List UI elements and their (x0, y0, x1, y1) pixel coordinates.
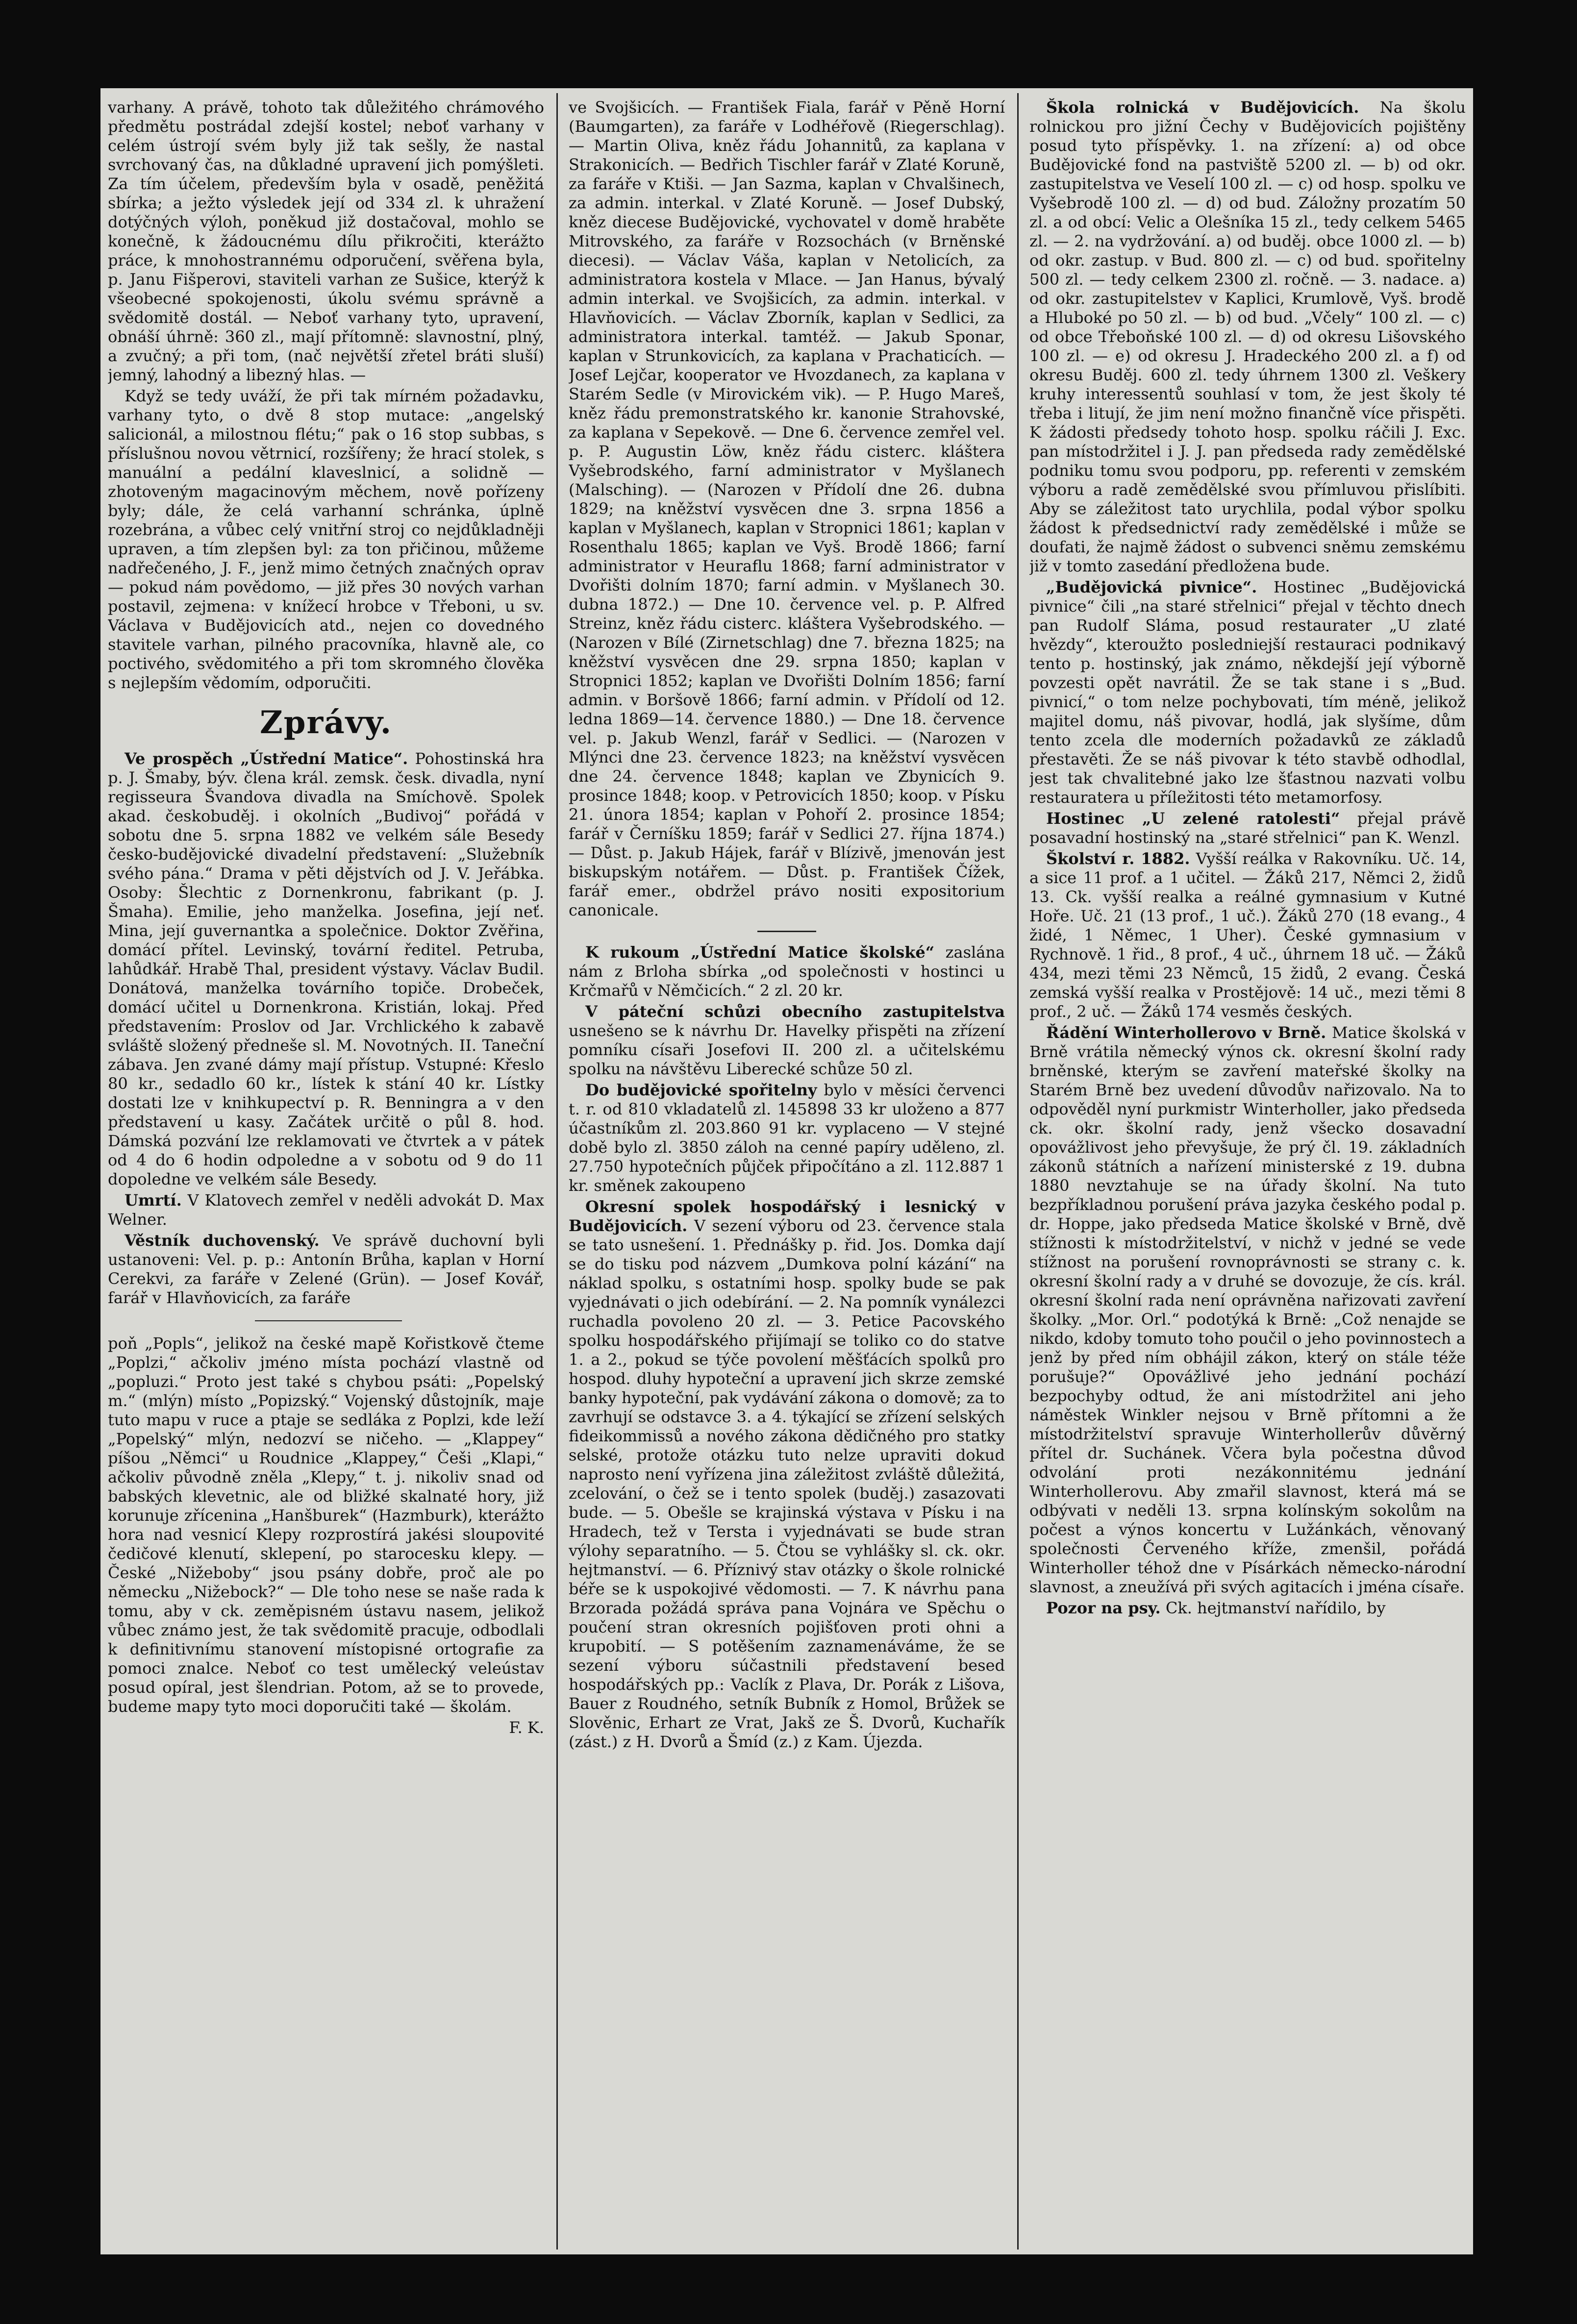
paragraph: varhany. A právě, tohoto tak důležitého chrámového předmětu postrádal zdejší kostel; neboť varhany v celém ústrojí svém byly již tak sešly, že nastal svrchovaný čas, na důkladné upravení jich pomýšleti. Za tím účelem, především byla v osadě, peněžitá sbírka; a ježto výsledek její od 334 zl. k uhražení dotýčných výloh, poněkud již dostačoval, mohlo se konečně, k žádoucnému dílu přikročiti, kterážto práce, k mnohostrannému odporučení, svěřena byla, p. Janu Fišperovi, staviteli varhan ze Sušice, kterýž k všeobecné spokojenosti, úkolu svému správně a svědomitě dostál. — Neboť varhany tyto, upravení, obnáší úhrně: 360 zl., mají přítomně: slavnostní, plný, a zvučný; a při tom, (nač největší zřetel bráti sluší) jemný, lahodný a libezný hlas. — (108, 98, 544, 384)
news-lead: Škola rolnická v Budějovicích. (1046, 98, 1359, 117)
news-text: zaslána nám z Brloha sbírka „od společnosti v hostinci u Krčmařů v Němčicích.“ 2 zl. 20 kr. (569, 943, 1005, 1000)
column-1 (108, 98, 544, 2245)
news-lead: „Budějovická pivnice“. (1046, 578, 1257, 596)
news-lead: V páteční schůzi obecního zastupitelstva (585, 1002, 1005, 1021)
paragraph: Když se tedy uváží, že při tak mírném požadavku, varhany tyto, o dvě 8 stop mutace: „angelský salicionál, a milostnou flétu;“ pak o 16 stop subbas, s příslušnou novou větrnicí, rozšířeny; že hrací stolek, s manuální a pedální klaveslnicí, a solidně — zhotoveným magacinovým měchem, nově pořízeny byly; dále, že celá varhanní schránka, úplně rozebrána, a vůbec celý vnitřní stroj co nejdůkladněji upraven, a tím zlepšen byl: za ton přičinou, můžeme nadřečeného, J. F., jenž mimo četných značných oprav — pokud nám povědomo, — již přes 30 nových varhan postavil, zejmena: v knížecí hrobce v Třeboni, u sv. Václava v Budějovicích atd., nejen co dovedného stavitele varhan, pilného pracovníka, hlavně ale, co poctivého, svědomitého a při tom skromného člověka s nejlepším vědomím, odporučiti. (108, 387, 544, 692)
news-text: Pohostinská hra p. J. Šmaby, býv. člena král. zemsk. česk. divadla, nyní regisseura Švandova divadla na Smíchově. Spolek akad. českobuděj. i okolních „Budivoj“ pořádá v sobotu dne 5. srpna 1882 ve velkém sále Besedy česko-budějovické divadelní představení: „Služebník svého pána.“ Drama v pěti dějstvích od J. V. Jeřábka. Osoby: Šlechtic z Dornenkronu, fabrikant (p. J. Šmaha). Emilie, jeho manželka. Josefina, její neť. Mina, její guvernantka a společnice. Doktor Zvěřina, domácí přítel. Levinský, tovární ředitel. Petruba, lahůdkář. Hrabě Thal, president výstavy. Václav Budil. Donátová, manželka továrního topiče. Drobeček, domácí učitel u Dornenkrona. Kristián, lokaj. Před představením: Proslov od Jar. Vrchlického k zabavě svláště složený předneše sl. M. Novotných. II. Taneční zábava. Jen zvané dámy mají přístup. Vstupné: Křeslo 80 kr., sedadlo 60 kr., lístek k stání 40 kr. Lístky dostati lze v knihkupectví p. R. Benningra a v den představení u kasy. Začátek určitě o půl 8. hod. Dámská pozvání lze reklamovati ve čtvrtek a v pátek od 4 do 6 hodin odpoledne a v sobotu od 9 do 11 dopoledne ve velkém sále Besedy. (108, 749, 544, 1188)
news-item (569, 1081, 1005, 1195)
news-text: Na školu rolnickou pro jižní Čechy v Budějovicích pojištěny posud tyto příspěvky. 1. na zřízení: a) od obce Budějovické fond na pastviště 5200 zl. — b) od okr. zastupitelstva ve Veselí 100 zl. — c) od hosp. spolku ve Vyšebrodě 100 zl. — d) od bud. Záložny prozatím 50 zl. a od obcí: Velic a Olešníka 15 zl., tedy celkem 5465 zl. — 2. na vydržování. a) od buděj. obce 1000 zl. — b) od okr. zastup. v Bud. 800 zl. — c) od bud. spořitelny 500 zl. — tedy celkem 2300 zl. ročně. — 3. nadace. a) od okr. zastupitelstev v Kaplici, Krumlově, Vyš. brodě a Hluboké po 50 zl. — b) od bud. „Včely“ 100 zl. — c) od obce Třeboňské 100 zl. — d) od okresu Lišovského 100 zl. — e) od okresu J. Hradeckého 200 zl. a f) od okresu Buděj. 600 zl. tedy úhrnem 1300 zl. Veškery kruhy interessentů souhlasí v tom, že jest školy té třeba i litují, že jim není možno finančně více přispěti. K žádosti předsedy tohoto hosp. spolku ráčili J. Exc. pan místodržitel i J. J. pan předseda rady zemědělské podniku tomu svou podporu, pp. referenti v zemském výboru a radě zemědělské svou přímluvou přislíbiti. Aby se záležitost tato urychlila, podal výbor spolku žádost k předsednictví rady zemědělské i může se doufati, že najmě žádost o subvenci sněmu zemskému již v tomto zasedání předložena bude. (1029, 98, 1466, 575)
news-lead: Věstník duchovenský. (125, 1231, 320, 1250)
signature: F. K. (509, 1718, 544, 1737)
newspaper-page (100, 88, 1473, 2254)
column-rule (1017, 93, 1019, 2250)
news-text: V Klatovech zemřel v neděli advokát D. Max Welner. (108, 1191, 544, 1229)
news-text: usnešeno se k návrhu Dr. Havelky přispěti na zřízení pomníku císaři Josefovi II. 200 zl. a učitelskému spolku na návštěvu Liberecké schůze 50 zl. (569, 1021, 1005, 1078)
news-lead: Pozor na psy. (1046, 1599, 1161, 1617)
news-text: V sezení výboru od 23. července stala se tato usnešení. 1. Přednášky p. řid. Jos. Domka dají se do tisku pod názvem „Dumkova polní kázání“ na náklad spolku, s ostatními hosp. spolky bude se pak vyjednávati o jich odebírání. — 2. Na pomník vynálezci ruchadla povoleno 20 zl. — 3. Petice Pacovského spolku hospodářského přijímají se toliko co do statve 1. a 2., pokud se týče povolení měšťácích spolků pro hospod. dluhy hypoteční a upravení jich skrze zemské banky hypoteční, pak vydávání zákona o domově; za to zavrhují se odstavce 3. a 4. týkající se zřízení selských fideikommissů a nového zákona dědičného pro statky selské, protože otázku tuto nelze upraviti dokud naprosto není vyřízena jina záležitost zvláště důležitá, zcelování, o čež se i tento spolek (buděj.) zasazovati bude. — 5. Obešle se krajinská výstava v Písku i na Hradech, tež v Tersta i vyjednávati se bude stran výlohy separatního. — 5. Čtou se vyhlášky sl. ck. okr. hejtmanství. — 6. Příznivý stav otázky o škole rolnické béře se k uspokojivé vědomosti. — 7. K návrhu pana Brzorada požádá správa pana Vojnára ve Spěchu o poučení stran okresních pojišťoven proti ohni a krupobití. — S potěšením zaznamenáváme, že se sezení výboru súčastnili představení besed hospodářských pp.: Vaclík z Plava, Dr. Porák z Lišova, Bauer z Roudného, setník Bubník z Homol, Brůžek se Slověnic, Erhart ze Vrat, Jakš ze Š. Dvorů, Kuchařík (zást.) z H. Dvorů a Šmíd (z.) z Kam. Újezda. (569, 1216, 1005, 1751)
news-lead: Řádění Winterhollerovo v Brně. (1046, 1023, 1327, 1042)
news-item (1029, 1599, 1466, 1618)
news-text: Ck. hejtmanství nařídilo, by (1165, 1599, 1386, 1617)
news-text: Hostinec „Budějovická pivnice“ čili „na staré střelnici“ přejal v těchto dnech pan Rudolf Sláma, posud restaurater „U zlaté hvězdy“, kteroužto posledniejší restauraci podnikavý tento p. hostinský, jak známo, někdejší její výborně povzesti opět navrátil. Že se tak stane i s „Bud. pivnicí,“ o tom nelze pochybovati, tím méně, jelikož majitel domu, náš pivovar, hodlá, jak slyšíme, dům tento zcela dle moderních požadavků ze základů přestavěti. Že se náš pivovar k této stavbě odhodlal, jest tak chvalitebné jako lze šťastnou nazvati volbu restauratera u příležitosti této metamorfosy. (1029, 578, 1466, 807)
section-divider (255, 1320, 402, 1321)
news-lead: Hostinec „U zelené ratolesti“ (1046, 809, 1340, 828)
news-text: Matice školská v Brně vrátila německý výnos ck. okresní školní rady brněnské, kterým se zavření mateřské školky na Starém Brně bez uvedení důvodův nařizovalo. Na to odpověděl nyní purkmistr Winterholler, jako předseda ck. okr. školní rady, jenž všecko dosavadní opovážlivost jeho převyšuje, že prý čl. 19. základních zákonů státních a nařízení ministerské z 19. dubna 1880 nevztahuje se na úřady školní. Na tuto bezpříkladnou porušení práva jazyka českého podal p. dr. Hoppe, jako předseda Matice školské v Brně, dvě stížnosti k místodržitelství, v nichž v jedné se vede stížnost na porušení rovnoprávnosti se strany c. k. okresní školní rady a v druhé se dovozuje, že cís. král. okresní školní rada není oprávněna nařizovati zavření školky. „Mor. Orl.“ podotýká k Brně: „Což nenajde se nikdo, kdoby tomuto toho poučil o jeho povinnostech a jenž by před ním obhájil zákon, který on stále téže porušuje?“ Opovážlivé jeho jednání pochází bezpochyby odtud, že ani místodržitel ani jeho náměstek Winkler nejsou v Brně přítomni a že místodržitelství spravuje Winterhollerův důvěrný přítel dr. Suchánek. Včera byla počestna důvod odvolání proti nezákonnitému jednání Winterhollerovu. Aby zmařil slavnost, která má se odbývati v neděli 13. srpna kolínským sokolům na počest a výnos koncertu v Lužánkách, věnovaný společnosti Červeného kříže, zmenšil, pořádá Winterholler téhož dne v Písárkách německo-národní slavnost, a zneužívá při svých agitacích i jména císaře. (1029, 1023, 1466, 1596)
paragraph: ve Svojšicích. — František Fiala, farář v Pěně Horní (Baumgarten), za faráře v Lodhéřově (Riegerschlag). — Martin Oliva, kněz řádu Johannitů, za kaplana v Strakonicích. — Bedřich Tischler farář v Zlaté Koruně, za faráře v Ktiši. — Jan Sazma, kaplan v Chvalšinech, za admin. interkal. v Zlaté Koruně. — Josef Dubský, kněz diecese Budějovické, vychovatel v domě hraběte Mitrovského, za faráře v Rozsochách (v Brněnské diecesi). — Václav Váša, kaplan v Netolicích, za administratora kostela v Mlace. — Jan Hanus, bývalý admin interkal. ve Svojšicích, za admin. interkal. v Hlavňovicích. — Václav Zborník, kaplan v Sedlici, za administratora interkal. tamtéž. — Jakub Sponar, kaplan v Strunkovicích, za kaplana v Prachaticích. — Josef Lejčar, kooperator ve Hvozdanech, za kaplana v Starém Sedle (v Mirovickém vik). — P. Hugo Mareš, kněz řádu premonstratského kr. kanonie Strahovské, za kaplana v Sepekově. — Dne 6. července zemřel vel. p. P. Augustin Löw, kněz řádu cisterc. kláštera Vyšebrodského, farní administrator v Myšlanech (Malsching). — (Narozen v Přídolí dne 26. dubna 1829; na kněžství vysvěcen dne 3. srpna 1856 a kaplan v Myšlanech, kaplan v Stropnici 1861; kaplan v Rosenthalu 1865; kaplan ve Vyš. Brodě 1866; farní administrator v Heuraflu 1868; farní administrator v Dvořišti dolním 1870; farní admin. v Myšlanech 30. dubna 1872.) — Dne 10. července vel. p. P. Alfred Streinz, kněz řádu cisterc. kláštera Vyšebrodského. — (Narozen v Bílé (Zirnetschlag) dne 7. března 1825; na kněžství vysvěcen dne 29. srpna 1850; kaplan v Stropnici 1852; kaplan ve Dvořišti Dolním 1856; farní admin. v Boršově 1866; farní admin. v Přídolí od 12. ledna 1869—14. července 1880.) — Dne 18. července vel. p. Jakub Wenzl, farář v Sedlici. — (Narozen v Mlýnci dne 23. července 1823; na kněžství vysvěcen dne 24. července 1848; kaplan ve Zbynicích 9. prosince 1848; koop. v Petrovicích 1850; koop. v Písku 21. února 1854; kaplan v Pohoří 2. prosince 1854; farář v Černíšku 1859; farář v Sedlici 27. října 1874.) — Důst. p. Jakub Hájek, farář v Blízivě, jmenován jest biskupským notářem. — Důst. p. František Čížek, farář emer., obdržel právo nositi expositorium canonicale. (569, 98, 1005, 919)
news-lead: Do budějovické spořitelny (585, 1081, 817, 1099)
column-2 (569, 98, 1005, 2245)
news-item (569, 943, 1005, 1000)
news-item (1029, 1023, 1466, 1597)
news-item (108, 749, 544, 1189)
paragraph: poň „Popls“, jelikož na české mapě Kořistkově čteme „Poplzi,“ ačkoliv jméno místa pochází vlastně od „popluzi.“ Proto jest také s chybou psáti: „Popelský m.“ (mlýn) místo „Popizský.“ Vojenský důstojník, maje tuto mapu v ruce a ptaje se sedláka z Poplzi, kde leží „Popelský“ mlýn, nedozví se ničeho. — „Klappey“ píšou „Němci“ u Roudnice „Klappey,“ Češi „Klapi,“ ačkoliv původně zněla „Klepy,“ t. j. nikoliv snad od babských klevetnic, ale od bližké skalnaté hory, již korunuje zřícenina „Hanšburek“ (Hazmburk), kterážto hora nad vesnicí Klepy rozprostírá jakési sloupovité čedičové klenutí, sklepení, po starocesku klepy. — České „Nižeboby“ jsou psány dobře, proč ale po německu „Nižebock?“ — Dle toho nese se naše rada k tomu, aby v ck. zeměpisném ústavu nasem, jelikož vůbec známo jest, že tak svědomitě pracuje, odbodlali k definitivnímu stanovení místopisné ortografie za pomoci znalce. Neboť co test umělecký veleústav posud opíral, jest šlendrian. Potom, až se to provede, budeme mapy tyto moci doporučiti také — školám. (108, 1334, 544, 1716)
section-heading: Zprávy. (260, 704, 392, 741)
news-item (569, 1197, 1005, 1752)
news-lead: Ve prospěch „Ústřední Matice“. (125, 749, 408, 768)
news-item (108, 1191, 544, 1229)
news-item (108, 1231, 544, 1308)
news-lead: K rukoum „Ústřední Matice školské“ (585, 943, 935, 962)
column-3 (1029, 98, 1466, 2245)
news-item (1029, 578, 1466, 807)
news-item (569, 1002, 1005, 1079)
news-item (1029, 849, 1466, 1021)
news-item (1029, 809, 1466, 847)
news-text: přejal právě posavadní hostinský na „staré střelnici“ pan K. Wenzl. (1029, 809, 1466, 847)
section-divider (757, 931, 816, 932)
news-lead: Školství r. 1882. (1046, 849, 1190, 868)
news-lead: Umrtí. (125, 1191, 182, 1210)
news-text: bylo v měsíci červenci t. r. od 810 vkladatelů zl. 145898 33 kr uloženo a 877 účastníkům zl. 203.860 91 kr. vyplaceno — V stejné době bylo zl. 3850 záloh na cenné papíry uděleno, zl. 27.750 hypotečních půjček připočítáno a zl. 112.887 1 kr. směnek zakoupeno (569, 1081, 1005, 1195)
news-item (1029, 98, 1466, 576)
news-text: Vyšší reálka v Rakovníku. Uč. 14, a sice 11 prof. a 1 učitel. — Žáků 217, Němci 2, židů 13. Ck. vyšší realka a reálné gymnasium v Kutné Hoře. Uč. 21 (13 prof., 1 uč.). Žáků 270 (18 evang., 4 židé, 1 Němec, 1 Uher). České gymnasium v Rychnově. 1 řid., 8 prof., 4 uč., úhrnem 18 uč. — Žáků 434, mezi těmi 23 Němců, 15 židů, 2 evang. Česká zemská vyšší realka v Prostějově: 14 uč., mezi těmi 8 prof., 2 uč. — Žáků 174 vesměs českých. (1029, 849, 1466, 1021)
news-text: Ve správě duchovní byli ustanoveni: Vel. p. p.: Antonín Brůha, kaplan v Horní Cerekvi, za faráře v Zelené (Grün). — Josef Kovář, farář v Hlavňovicích, za faráře (108, 1231, 544, 1307)
column-rule (556, 93, 558, 2250)
news-lead: Okresní spolek hospodářský i lesnický v Budějovicích. (569, 1197, 1005, 1235)
